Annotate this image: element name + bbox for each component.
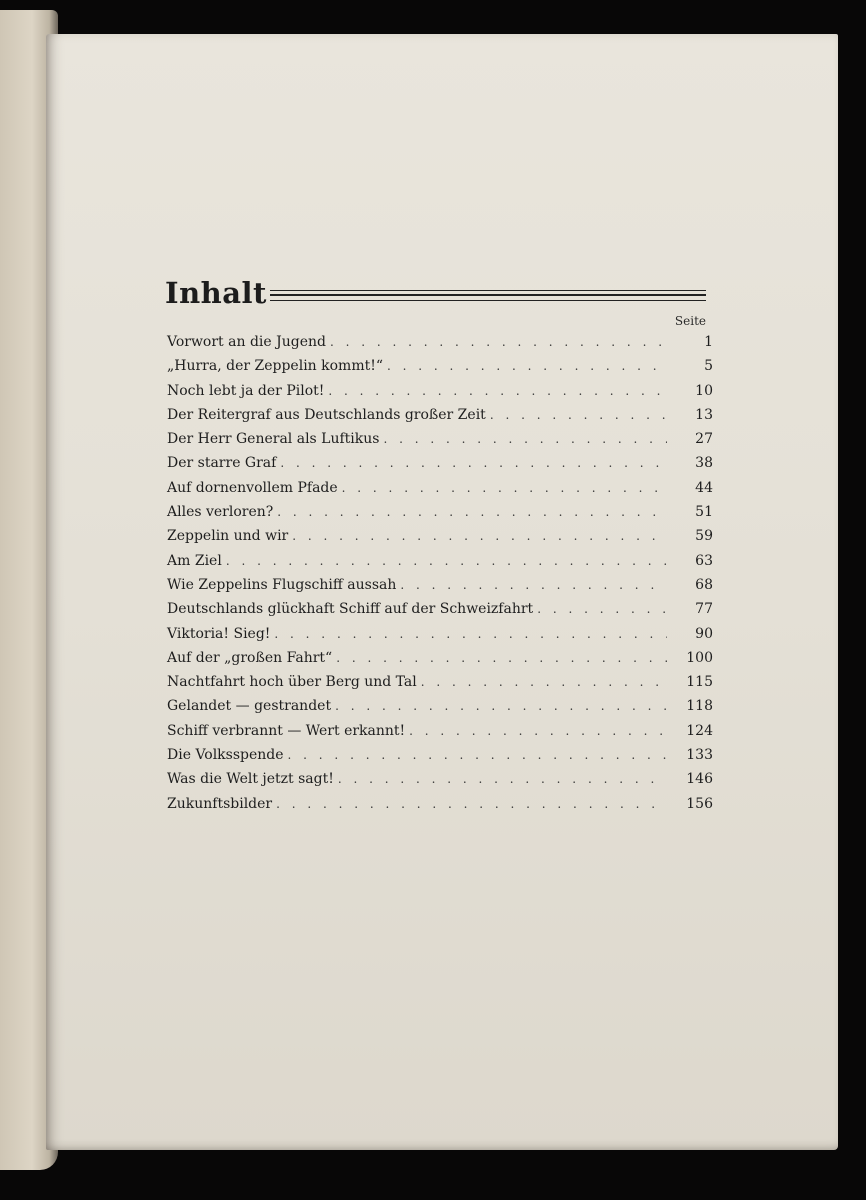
toc-entry-page: 146 [686,771,713,788]
toc-entry-title: Nachtfahrt hoch über Berg und Tal [167,674,417,691]
toc-leader-dots [292,524,667,548]
toc-entry-page: 5 [704,358,713,375]
toc-entry-title: Der starre Graf [167,455,277,472]
toc-entry-title: Auf dornenvollem Pfade [167,479,338,496]
heading-rule-top [270,290,706,291]
toc-entry [167,403,713,427]
toc-leader-dots [409,719,667,743]
toc-leader-dots [328,379,667,403]
toc-leader-dots [421,670,667,694]
toc-entry-page: 68 [695,576,713,593]
toc-entry-title: Viktoria! Sieg! [167,625,271,642]
toc-entry-page: 44 [695,479,713,496]
toc-entry [167,792,713,816]
toc-leader-dots [330,330,667,354]
toc-entry [167,427,713,451]
toc-entry [167,694,713,718]
toc-leader-dots [537,597,667,621]
toc-entry-title: Was die Welt jetzt sagt! [167,771,334,788]
toc-entry-title: Noch lebt ja der Pilot! [167,382,325,399]
toc-entry-page: 63 [695,552,713,569]
toc-entry-title: Wie Zeppelins Flugschiff aussah [167,576,397,593]
toc-leader-dots [288,743,667,767]
toc-entry-title: Zeppelin und wir [167,528,289,545]
page-column-label: Seite [674,314,706,328]
toc-leader-dots [490,403,667,427]
toc-leader-dots [226,549,667,573]
toc-entry-title: Vorwort an die Jugend [167,334,326,350]
toc-entry [167,573,713,597]
toc-entry [167,597,713,621]
toc-leader-dots [280,451,667,475]
toc-entry-title: Zukunftsbilder [167,795,273,812]
toc-entry-title: Gelandet — gestrandet [167,698,332,715]
toc-entry-page: 124 [686,722,713,739]
toc-leader-dots [383,427,667,451]
toc-leader-dots [277,500,667,524]
toc-leader-dots [274,622,667,646]
toc-entry [167,476,713,500]
toc-entry-title: Am Ziel [167,552,222,569]
toc-entry [167,767,713,791]
toc-entry [167,622,713,646]
table-of-contents [167,330,713,816]
heading-rule-middle [270,294,706,296]
toc-leader-dots [276,792,667,816]
toc-entry-title: „Hurra, der Zeppelin kommt!“ [167,358,384,375]
toc-entry [167,670,713,694]
toc-entry-title: Schiff verbrannt — Wert erkannt! [167,722,406,739]
toc-entry [167,500,713,524]
toc-entry-page: 51 [695,504,713,521]
toc-entry [167,743,713,767]
toc-entry-page: 59 [695,528,713,545]
toc-entry-page: 10 [695,382,713,399]
page-title: Inhalt [165,276,267,310]
toc-entry [167,549,713,573]
toc-entry [167,524,713,548]
toc-entry-title: Der Reitergraf aus Deutschlands großer Zeit [167,406,486,423]
toc-entry-page: 1 [704,334,713,350]
toc-entry-page: 156 [686,795,713,812]
toc-leader-dots [400,573,667,597]
toc-entry-page: 13 [695,406,713,423]
toc-entry-page: 100 [686,649,713,666]
toc-entry-page: 38 [695,455,713,472]
toc-entry-title: Alles verloren? [167,504,274,521]
toc-entry-title: Auf der „großen Fahrt“ [167,649,333,666]
heading-rule-bottom [270,300,706,301]
toc-entry-title: Deutschlands glückhaft Schiff auf der Schweizfahrt [167,601,534,618]
toc-entry-page: 115 [686,674,713,691]
toc-entry [167,379,713,403]
toc-entry-page: 90 [695,625,713,642]
toc-entry [167,451,713,475]
toc-entry-page: 77 [695,601,713,618]
toc-entry-page: 133 [686,747,713,764]
toc-entry-title: Der Herr General als Luftikus [167,431,380,448]
toc-entry-page: 118 [686,698,713,715]
toc-entry [167,354,713,378]
toc-entry [167,719,713,743]
toc-entry [167,646,713,670]
toc-leader-dots [342,476,667,500]
toc-leader-dots [338,767,667,791]
toc-leader-dots [335,694,667,718]
toc-leader-dots [387,354,667,378]
heading-row [165,276,706,312]
toc-leader-dots [336,646,667,670]
toc-entry-page: 27 [695,431,713,448]
toc-entry-title: Die Volksspende [167,747,284,764]
toc-entry [167,330,713,354]
